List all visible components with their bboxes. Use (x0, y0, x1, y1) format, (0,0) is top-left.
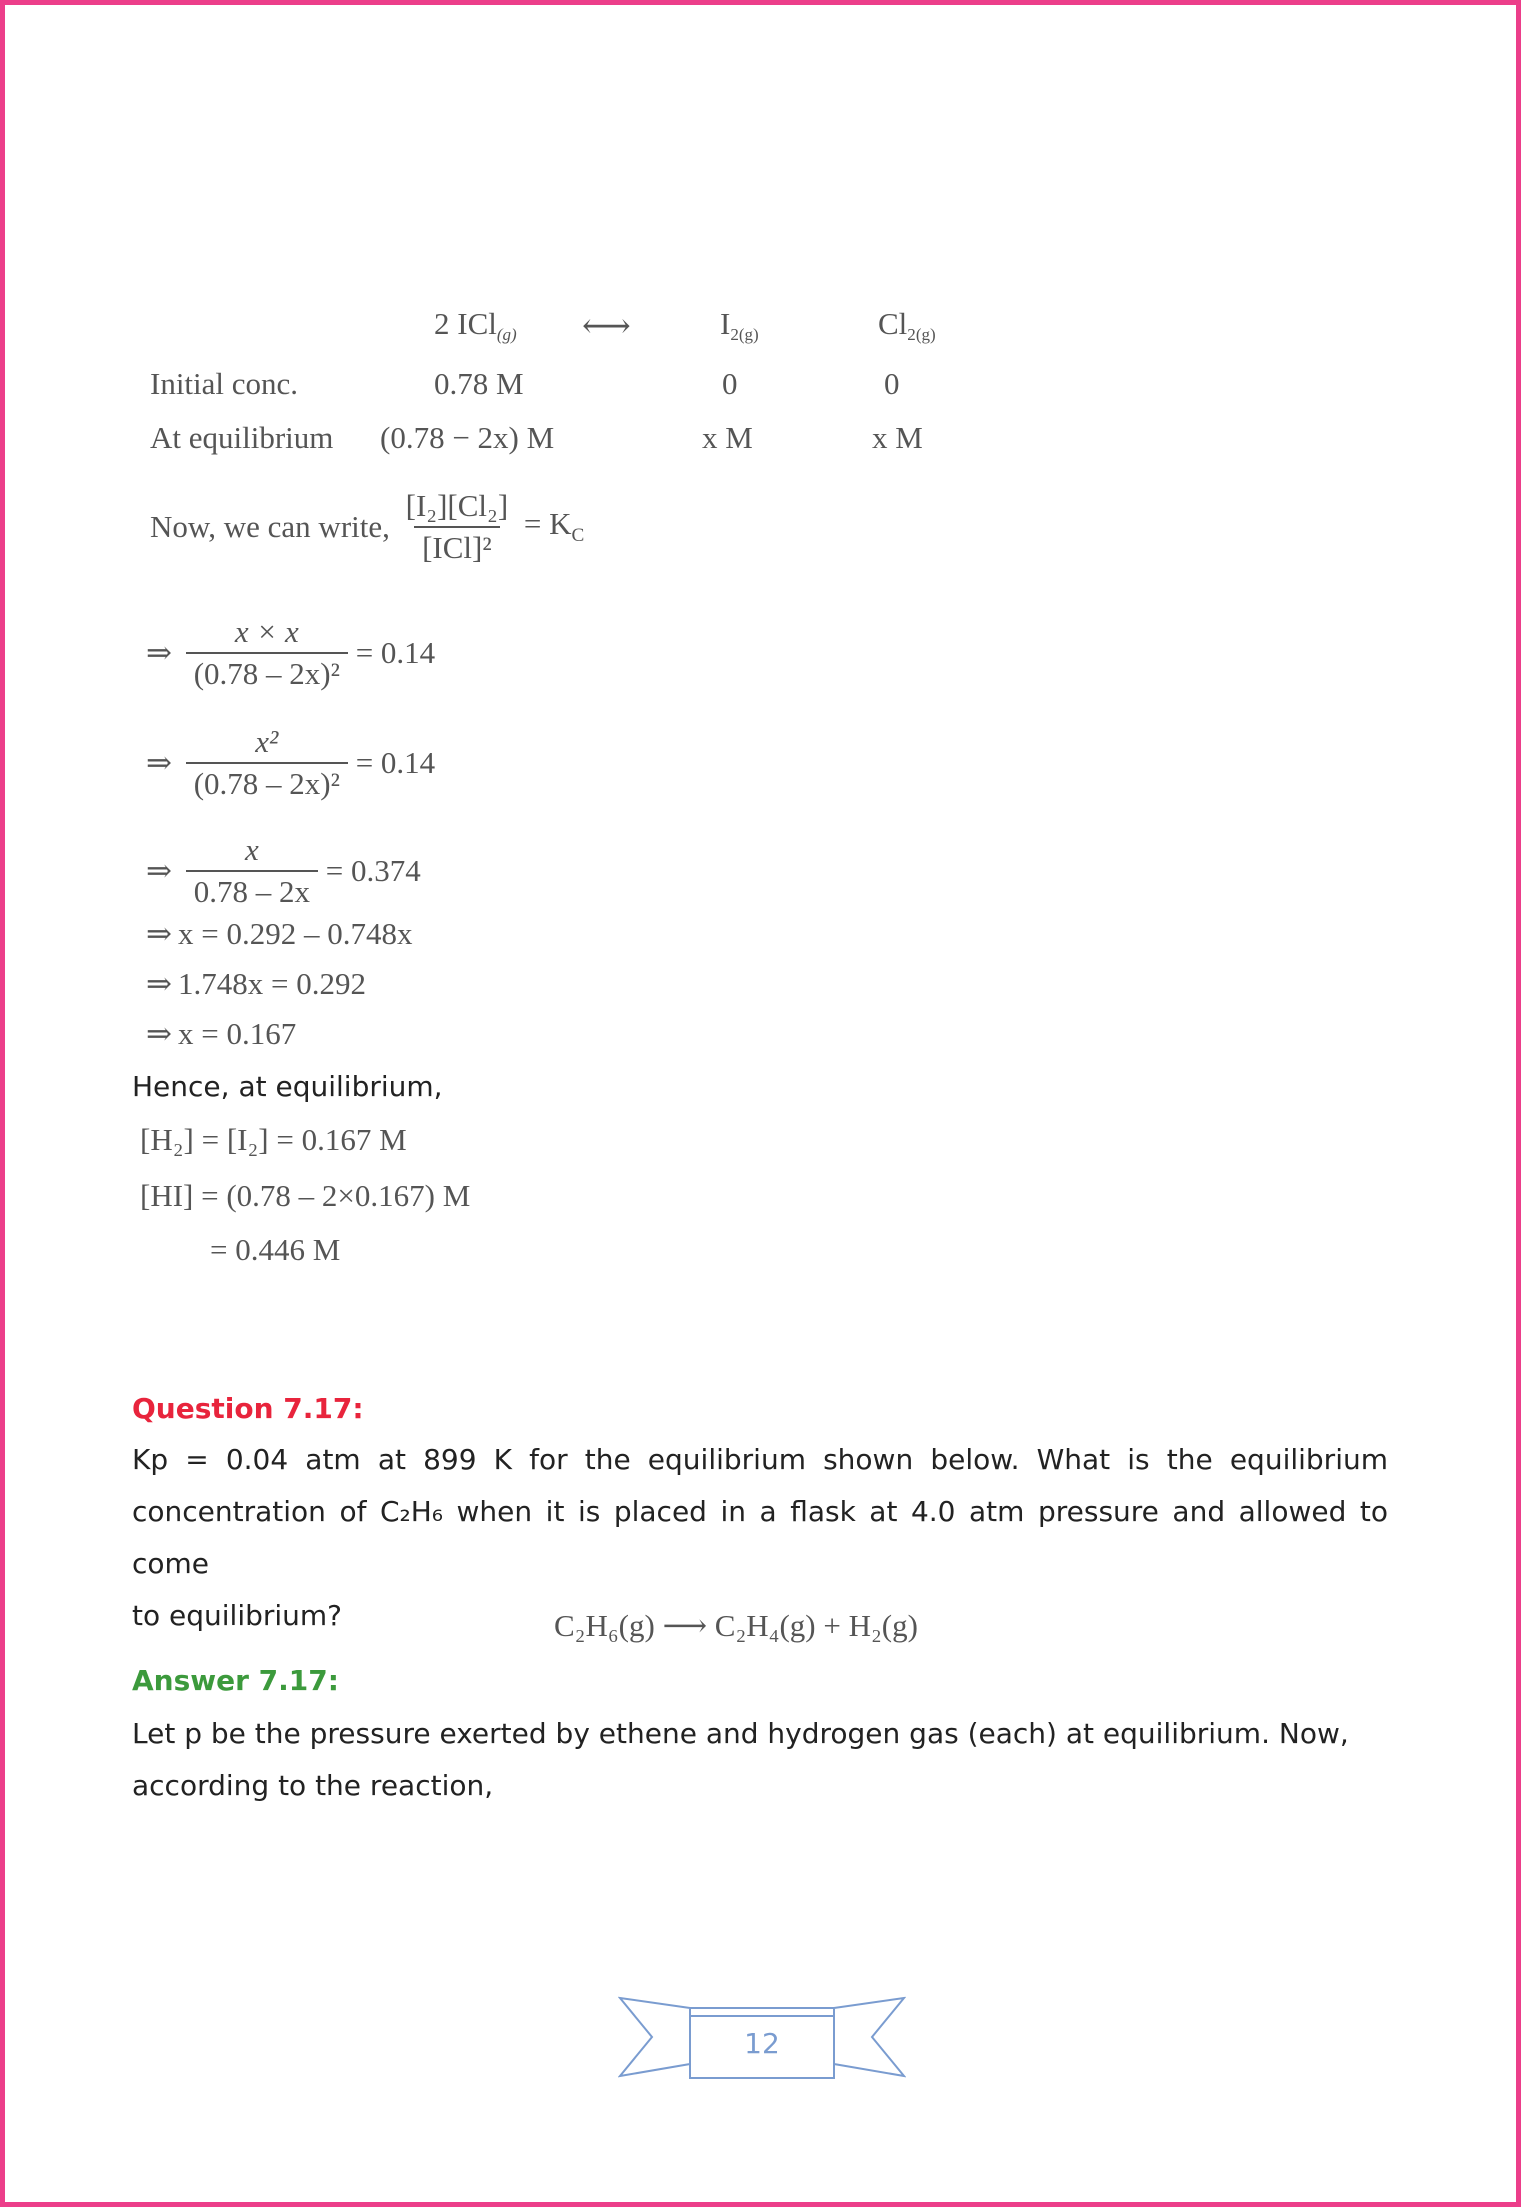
initial-conc-i2: 0 (722, 366, 738, 401)
question-line-2: concentration of C₂H₆ when it is placed in a flask at 4.0 atm pressure and allowed to come (132, 1495, 1388, 1580)
answer-body (132, 1708, 1388, 1812)
initial-conc-label: Initial conc. (150, 366, 299, 401)
result-hi: [HI] = (0.78 – 2×0.167) M (140, 1178, 471, 1213)
result-h2-i2: [H₂] = [I₂] = 0.167 M (140, 1122, 407, 1157)
table-product-i2: I2(g) (720, 306, 759, 344)
question-title: Question 7.17: (132, 1392, 364, 1425)
equilibrium-cl2: x M (872, 420, 923, 455)
initial-conc-cl2: 0 (884, 366, 900, 401)
equilibrium-i2: x M (702, 420, 753, 455)
question-line-3: to equilibrium? (132, 1599, 343, 1632)
table-reactant: 2 ICl(g) (434, 306, 517, 344)
page-number: 12 (744, 2027, 780, 2060)
step-5: ⇒ 1.748x = 0.292 (146, 966, 366, 1001)
step-2: ⇒ $\frac{\text{x²}}{\text{(0.78 – 2x)²}}$ = 0.14 (146, 724, 436, 801)
step-4: ⇒ x = 0.292 – 0.748x (146, 916, 413, 951)
equilibrium-arrow: ⟷ (582, 308, 631, 345)
table-product-cl2: Cl2(g) (878, 306, 936, 344)
step-6: ⇒ x = 0.167 (146, 1016, 297, 1051)
step-1: ⇒ $\frac{x \times x}{\text{(0.78 – 2x)²}}$ = 0.14 (146, 614, 436, 691)
answer-title: Answer 7.17: (132, 1664, 339, 1697)
answer-line-1: Let p be the pressure exerted by ethene and hydrogen gas (each) at equilibrium. Now, (132, 1717, 1349, 1750)
step-3: ⇒ $\frac{x}{0.78 - 2x}$ = 0.374 (146, 832, 421, 909)
answer-line-2: according to the reaction, (132, 1769, 494, 1802)
hence-text: Hence, at equilibrium, (132, 1070, 443, 1103)
kc-expression: Now, we can write, $\frac{\text{[I₂][Cl₂]}}{\text{[ICl]²}}$ = $K_C$ (150, 488, 585, 565)
initial-conc-icl: 0.78 M (434, 366, 524, 401)
equilibrium-label: At equilibrium (150, 420, 334, 455)
equilibrium-icl: (0.78 − 2x) M (380, 420, 555, 455)
result-hi-value: = 0.446 M (210, 1232, 341, 1267)
question-reaction: C₂H₆(g) ⟶ C₂H₄(g) + H₂(g) (554, 1608, 918, 1643)
question-line-1: Kp = 0.04 atm at 899 K for the equilibrium shown below. What is the equilibrium (132, 1443, 1388, 1476)
